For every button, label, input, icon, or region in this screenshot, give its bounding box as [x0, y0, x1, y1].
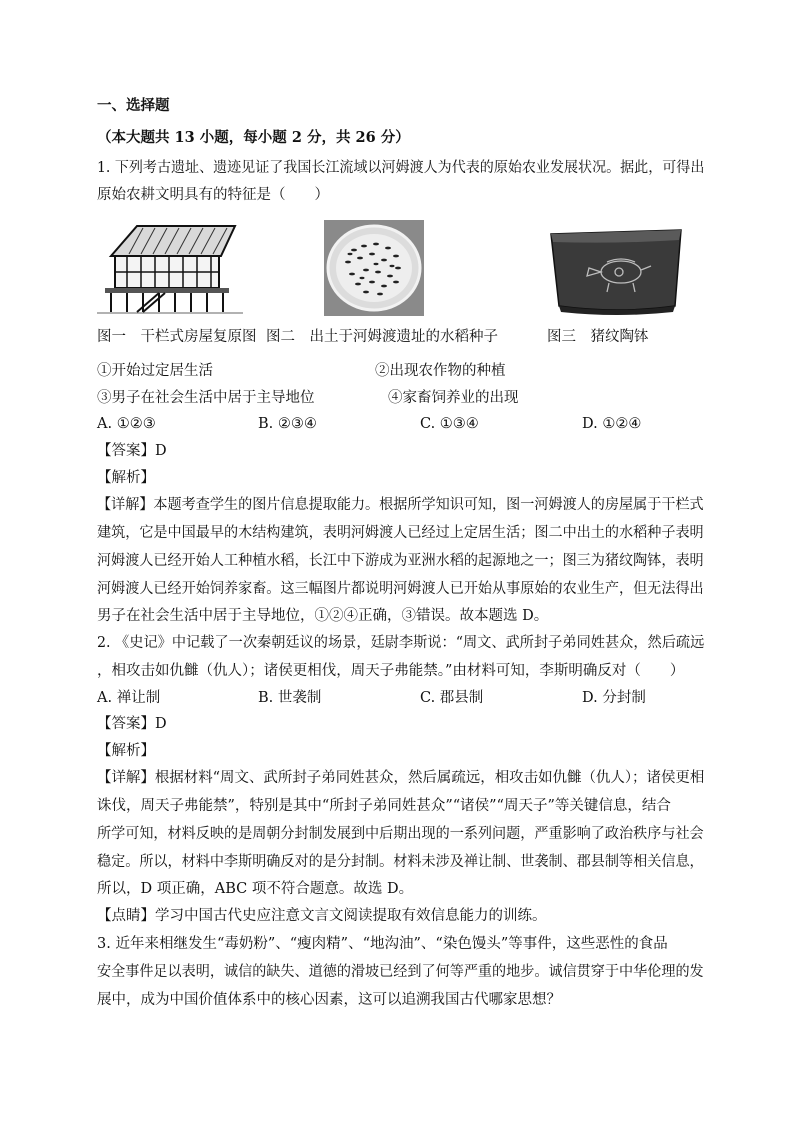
- q3-stem-line2: 安全事件足以表明，诚信的缺失、道德的滑坡已经到了何等严重的地步。诚信贯穿于中华伦理的发: [97, 964, 704, 980]
- q2-detail-line5: 所以，D 项正确，ABC 项不符合题意。故选 D。: [97, 881, 414, 897]
- q1-item-3: ③男子在社会生活中居于主导地位: [97, 390, 315, 406]
- q2-answer: 【答案】D: [97, 716, 167, 732]
- q1-item-4: ④家畜饲养业的出现: [388, 390, 519, 406]
- q2-option-c: C. 郡县制: [420, 690, 484, 706]
- q1-detail-line3: 河姆渡人已经开始人工种植水稻，长江中下游成为亚洲水稻的起源地之一；图三为猪纹陶钵，表明: [97, 553, 704, 569]
- rice-seeds-figure: [324, 220, 424, 316]
- q2-detail-line1: 【详解】根据材料“周文、武所封子弟同姓甚众，然后属疏远，相攻击如仇雠（仇人）；诸侯更相: [97, 770, 705, 786]
- q2-detail-line4: 稳定。所以，材料中李斯明确反对的是分封制。材料未涉及禅让制、世袭制、郡县制等相关信息，: [97, 854, 704, 870]
- q3-stem-line3: 展中，成为中国价值体系中的核心因素，这可以追溯我国古代哪家思想？: [97, 992, 561, 1008]
- q2-option-b: B. 世袭制: [258, 690, 322, 706]
- q1-option-d: D. ①②④: [582, 416, 642, 432]
- q1-detail-line5: 男子在社会生活中居于主导地位，①②④正确，③错误。故本题选 D。: [97, 608, 549, 624]
- stilt-house-figure: [97, 222, 243, 316]
- q2-detail-line2: 诛伐，周天子弗能禁”，特别是其中“所封子弟同姓甚众”“诸侯”“周天子”等关键信息，结合: [97, 798, 671, 814]
- q3-stem-line1: 3. 近年来相继发生“毒奶粉”、“瘦肉精”、“地沟油”、“染色馒头”等事件，这些恶性的食品: [97, 936, 668, 952]
- q2-stem-line2: ，相攻击如仇雠（仇人）；诸侯更相伐，周天子弗能禁。”由材料可知，李斯明确反对（ ）: [97, 663, 685, 679]
- section-title: 一、选择题: [97, 97, 170, 114]
- q1-stem-line1: 1. 下列考古遗址、遗迹见证了我国长江流域以河姆渡人为代表的原始农业发展状况。据此，可得出: [97, 160, 705, 176]
- figure3-caption: 图三 猪纹陶钵: [547, 329, 649, 345]
- section-note: （本大题共 13 小题，每小题 2 分，共 26 分）: [97, 129, 410, 146]
- pig-pottery-figure: [547, 220, 685, 316]
- q1-stem-line2: 原始农耕文明具有的特征是（ ）: [97, 187, 329, 203]
- q2-analysis-label: 【解析】: [97, 743, 155, 759]
- q1-detail-line1: 【详解】本题考查学生的图片信息提取能力。根据所学知识可知，图一河姆渡人的房屋属于干栏式: [97, 497, 704, 513]
- q2-option-a: A. 禅让制: [97, 690, 161, 706]
- q1-detail-line4: 河姆渡人已经开始饲养家畜。这三幅图片都说明河姆渡人已开始从事原始的农业生产，但无法得出: [97, 581, 704, 597]
- q1-option-c: C. ①③④: [420, 416, 479, 432]
- figure2-caption: 图二 出土于河姆渡遗址的水稻种子: [266, 329, 498, 345]
- q2-tip: 【点睛】学习中国古代史应注意文言文阅读提取有效信息能力的训练。: [97, 908, 547, 924]
- q1-option-a: A. ①②③: [97, 416, 156, 432]
- q2-option-d: D. 分封制: [582, 690, 646, 706]
- q1-option-b: B. ②③④: [258, 416, 317, 432]
- q2-detail-line3: 所学可知，材料反映的是周朝分封制发展到中后期出现的一系列问题，严重影响了政治秩序与社会: [97, 826, 704, 842]
- q1-item-1: ①开始过定居生活: [97, 363, 213, 379]
- q1-answer: 【答案】D: [97, 443, 167, 459]
- q1-detail-line2: 建筑，它是中国最早的木结构建筑，表明河姆渡人已经过上定居生活；图二中出土的水稻种子表明: [97, 525, 704, 541]
- q1-item-2: ②出现农作物的种植: [375, 363, 506, 379]
- figure1-caption: 图一 干栏式房屋复原图: [97, 329, 257, 345]
- q1-analysis-label: 【解析】: [97, 470, 155, 486]
- q2-stem-line1: 2. 《史记》中记载了一次秦朝廷议的场景，廷尉李斯说：“周文、武所封子弟同姓甚众，然后疏远: [97, 635, 705, 651]
